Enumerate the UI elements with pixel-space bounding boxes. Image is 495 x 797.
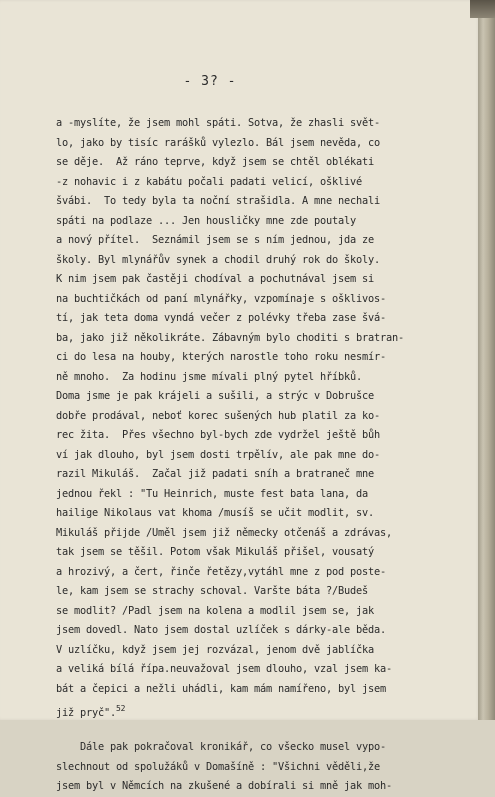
text-line: lo, jako by tisíc rarášků vylezlo. Bál jsem nevěda, co [56,136,380,149]
footnote-reference: 52 [116,704,126,713]
text-line: školy. Byl mlynářův synek a chodil druhý rok do školy. [56,253,380,266]
text-line: slechnout od spolužáků v Domašíně : "Všichni věděli,že [56,760,380,773]
text-line: a nový přítel. Seznámil jsem se s ním jednou, jda ze [56,234,374,246]
text-line: razil Mikuláš. Začal již padati sníh a bratraneč mne [56,468,374,480]
text-line: ci do lesa na houby, kterých narostle toho roku nesmír- [56,351,386,363]
text-line: Dále pak pokračoval kronikář, co všecko musel vypo- [56,741,386,753]
text-line: ví jak dlouho, byl jsem dosti trpělív, ale pak mne do- [56,448,380,461]
text-line: le, kam jsem se strachy schoval. Varšte báta ?/Budeš [56,585,368,597]
text-line: na buchtičkách od paní mlynářky, vzpomínaje s ošklivos- [56,292,386,305]
text-line-content: již pryč". [56,707,116,719]
text-line: Mikuláš přijde /Uměl jsem již německy otčenáš a zdrávas, [56,526,392,539]
book-binding-top [470,0,495,18]
text-line: tak jsem se těšil. Potom však Mikuláš přišel, vousatý [56,546,374,558]
text-line: a -myslíte, že jsem mohl spáti. Sotva, že zhasli svět- [56,117,380,129]
text-line: tí, jak teta doma vyndá večer z polévky třeba zase švá- [56,312,386,324]
text-line: K nim jsem pak častěji chodíval a pochutnával jsem si [56,273,374,285]
text-line: se děje. Až ráno teprve, když jsem se chtěl oblékati [56,156,374,168]
text-line: V uzlíčku, když jsem jej rozvázal, jenom dvě jablíčka [56,643,374,656]
text-line: se modlit? /Padl jsem na kolena a modlil jsem se, jak [56,604,374,617]
text-line: -z nohavic i z kabátu počali padati velicí, ošklivé [56,175,362,188]
text-line: dobře prodával, neboť korec sušených hub platil za ko- [56,409,380,422]
text-line: rec žita. Přes všechno byl-bych zde vydržel ještě bůh [56,429,380,441]
text-line: Doma jsme je pak krájeli a sušili, a strýc v Dobrušce [56,390,374,402]
text-line: jsem byl v Němcích na zkušené a dobírali si mně jak moh- [56,780,392,792]
text-line [56,719,451,739]
text-line: ně mnoho. Za hodinu jsme mívali plný pytel hříbků. [56,370,362,383]
text-line: a hrozivý, a čert, řinče řetězy,vytáhl mne z pod poste- [56,565,386,578]
book-binding [478,0,495,720]
body-text [56,114,451,797]
text-line: a veliká bílá řípa.neuvažoval jsem dlouho, vzal jsem ka- [56,663,392,675]
text-line: ba, jako již několikráte. Zábavným bylo choditi s bratran- [56,331,404,344]
text-line: švábi. To tedy byla ta noční strašidla. A mne nechali [56,195,380,207]
text-line: hailige Nikolaus vat khoma /musíš se učit modlit, sv. [56,507,374,519]
text-line [56,699,451,719]
text-line: spáti na podlaze ... Jen housličky mne zde poutaly [56,214,356,227]
page-number: - 3? - [183,74,237,89]
text-line: bát a čepici a nežli uhádli, kam mám namířeno, byl jsem [56,682,386,695]
text-line: jednou řekl : "Tu Heinrich, muste fest bata lana, da [56,487,368,500]
text-line: jsem dovedl. Nato jsem dostal uzlíček s dárky-ale běda. [56,624,386,636]
